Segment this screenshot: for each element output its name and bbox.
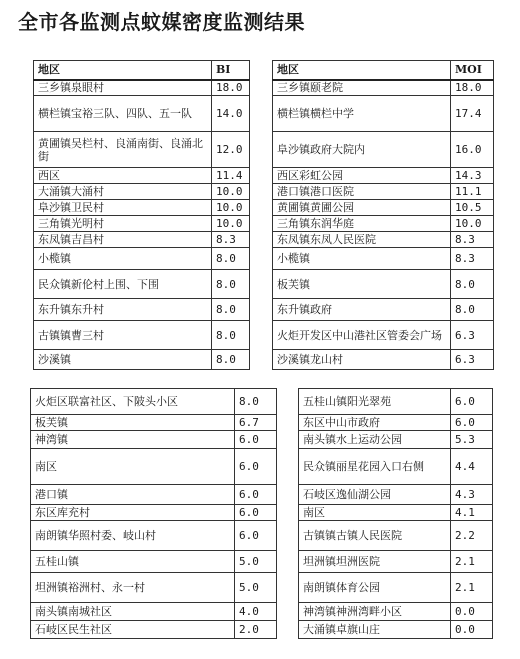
table-row — [299, 603, 493, 621]
value-cell: 4.4 — [451, 449, 493, 485]
value-cell: 10.5 — [451, 200, 494, 216]
region-cell: 三乡镇颐老院 — [273, 80, 451, 96]
region-cell: 黄圃镇吴栏村、良涌南街、良涌北街 — [34, 132, 212, 168]
region-cell: 东凤镇东凤人民医院 — [273, 232, 451, 248]
table-row — [273, 184, 494, 200]
table-row — [299, 521, 493, 551]
region-cell: 阜沙镇政府大院内 — [273, 132, 451, 168]
table-row — [273, 200, 494, 216]
value-cell: 6.3 — [451, 350, 494, 370]
table-row — [31, 431, 277, 449]
region-cell: 南头镇水上运动公园 — [299, 431, 451, 449]
value-cell: 14.3 — [451, 168, 494, 184]
table-row — [34, 350, 250, 370]
column-header-region: 地区 — [34, 61, 212, 80]
value-cell: 11.4 — [212, 168, 250, 184]
column-header-value: BI — [212, 61, 250, 80]
value-cell: 0.0 — [451, 621, 493, 639]
table-row — [273, 132, 494, 168]
table-row — [34, 299, 250, 321]
region-cell: 南区 — [299, 505, 451, 521]
region-cell: 三角镇东润华庭 — [273, 216, 451, 232]
region-cell: 五桂山镇 — [31, 551, 235, 573]
column-header-region: 地区 — [273, 61, 451, 80]
table-row — [299, 551, 493, 573]
region-cell: 黄圃镇黄圃公园 — [273, 200, 451, 216]
region-cell: 板芙镇 — [31, 415, 235, 431]
value-cell: 17.4 — [451, 96, 494, 132]
table-row — [31, 573, 277, 603]
table-row — [34, 168, 250, 184]
region-cell: 港口镇港口医院 — [273, 184, 451, 200]
table-row — [273, 270, 494, 299]
value-cell: 16.0 — [451, 132, 494, 168]
page-title: 全市各监测点蚊媒密度监测结果 — [18, 10, 305, 34]
table-row — [273, 299, 494, 321]
value-cell: 12.0 — [212, 132, 250, 168]
region-cell: 阜沙镇卫民村 — [34, 200, 212, 216]
value-cell: 2.0 — [235, 621, 277, 639]
value-cell: 6.7 — [235, 415, 277, 431]
bi-table-top — [33, 60, 250, 370]
region-cell: 沙溪镇龙山村 — [273, 350, 451, 370]
value-cell: 6.0 — [451, 415, 493, 431]
value-cell: 6.0 — [235, 485, 277, 505]
table-row — [34, 321, 250, 350]
region-cell: 民众镇丽星花园入口右侧 — [299, 449, 451, 485]
table-row — [31, 415, 277, 431]
region-cell: 民众镇新伦村上围、下围 — [34, 270, 212, 299]
value-cell: 6.0 — [235, 505, 277, 521]
table-row — [34, 270, 250, 299]
value-cell: 8.0 — [451, 270, 494, 299]
region-cell: 横栏镇宝裕三队、四队、五一队 — [34, 96, 212, 132]
value-cell: 6.3 — [451, 321, 494, 350]
column-header-value: MOI — [451, 61, 494, 80]
value-cell: 5.3 — [451, 431, 493, 449]
value-cell: 14.0 — [212, 96, 250, 132]
bi-table-bottom — [30, 388, 277, 639]
value-cell: 8.0 — [212, 321, 250, 350]
value-cell: 2.2 — [451, 521, 493, 551]
region-cell: 板芙镇 — [273, 270, 451, 299]
value-cell: 4.1 — [451, 505, 493, 521]
region-cell: 南头镇南城社区 — [31, 603, 235, 621]
table-row — [273, 168, 494, 184]
region-cell: 大涌镇卓旗山庄 — [299, 621, 451, 639]
value-cell: 6.0 — [235, 449, 277, 485]
table-header-row — [34, 61, 250, 80]
region-cell: 西区 — [34, 168, 212, 184]
region-cell: 古镇镇曹三村 — [34, 321, 212, 350]
table-row — [273, 80, 494, 96]
region-cell: 东区中山市政府 — [299, 415, 451, 431]
table-row — [31, 521, 277, 551]
value-cell: 2.1 — [451, 551, 493, 573]
value-cell: 10.0 — [212, 184, 250, 200]
table-row — [299, 431, 493, 449]
table-row — [34, 200, 250, 216]
value-cell: 5.0 — [235, 551, 277, 573]
region-cell: 三角镇光明村 — [34, 216, 212, 232]
table-row — [299, 505, 493, 521]
table-row — [299, 415, 493, 431]
table-row — [34, 232, 250, 248]
region-cell: 横栏镇横栏中学 — [273, 96, 451, 132]
region-cell: 南朗镇华照村委、岐山村 — [31, 521, 235, 551]
region-cell: 坦洲镇裕洲村、永一村 — [31, 573, 235, 603]
value-cell: 4.3 — [451, 485, 493, 505]
region-cell: 小榄镇 — [34, 248, 212, 270]
region-cell: 火炬开发区中山港社区管委会广场 — [273, 321, 451, 350]
table-row — [299, 573, 493, 603]
table-row — [273, 232, 494, 248]
table-row — [31, 389, 277, 415]
value-cell: 10.0 — [451, 216, 494, 232]
region-cell: 南区 — [31, 449, 235, 485]
region-cell: 小榄镇 — [273, 248, 451, 270]
value-cell: 11.1 — [451, 184, 494, 200]
table-row — [31, 621, 277, 639]
value-cell: 0.0 — [451, 603, 493, 621]
moi-table-bottom — [298, 388, 493, 639]
value-cell: 8.0 — [212, 299, 250, 321]
value-cell: 8.0 — [451, 299, 494, 321]
region-cell: 东凤镇吉昌村 — [34, 232, 212, 248]
table-row — [31, 449, 277, 485]
region-cell: 石岐区逸仙湖公园 — [299, 485, 451, 505]
value-cell: 2.1 — [451, 573, 493, 603]
moi-table-top — [272, 60, 494, 370]
value-cell: 8.0 — [212, 248, 250, 270]
table-row — [273, 96, 494, 132]
value-cell: 18.0 — [212, 80, 250, 96]
region-cell: 东升镇东升村 — [34, 299, 212, 321]
region-cell: 三乡镇泉眼村 — [34, 80, 212, 96]
region-cell: 东升镇政府 — [273, 299, 451, 321]
region-cell: 东区库充村 — [31, 505, 235, 521]
value-cell: 8.0 — [235, 389, 277, 415]
region-cell: 大涌镇大涌村 — [34, 184, 212, 200]
region-cell: 火炬区联富社区、下陂头小区 — [31, 389, 235, 415]
table-row — [34, 132, 250, 168]
region-cell: 沙溪镇 — [34, 350, 212, 370]
value-cell: 18.0 — [451, 80, 494, 96]
table-row — [299, 449, 493, 485]
region-cell: 南朗镇体育公园 — [299, 573, 451, 603]
table-row — [273, 216, 494, 232]
table-row — [34, 248, 250, 270]
value-cell: 8.0 — [212, 350, 250, 370]
table-row — [299, 621, 493, 639]
value-cell: 8.3 — [212, 232, 250, 248]
value-cell: 4.0 — [235, 603, 277, 621]
value-cell: 8.3 — [451, 232, 494, 248]
table-row — [299, 485, 493, 505]
table-row — [31, 603, 277, 621]
value-cell: 6.0 — [235, 431, 277, 449]
region-cell: 西区彩虹公园 — [273, 168, 451, 184]
region-cell: 坦洲镇坦洲医院 — [299, 551, 451, 573]
region-cell: 神湾镇 — [31, 431, 235, 449]
table-row — [31, 485, 277, 505]
table-header-row — [273, 61, 494, 80]
region-cell: 石岐区民生社区 — [31, 621, 235, 639]
value-cell: 8.0 — [212, 270, 250, 299]
value-cell: 10.0 — [212, 216, 250, 232]
region-cell: 古镇镇古镇人民医院 — [299, 521, 451, 551]
table-row — [34, 184, 250, 200]
region-cell: 五桂山镇阳光翠苑 — [299, 389, 451, 415]
value-cell: 5.0 — [235, 573, 277, 603]
value-cell: 6.0 — [235, 521, 277, 551]
table-row — [34, 216, 250, 232]
table-row — [273, 321, 494, 350]
table-row — [34, 96, 250, 132]
table-row — [31, 551, 277, 573]
value-cell: 10.0 — [212, 200, 250, 216]
value-cell: 8.3 — [451, 248, 494, 270]
table-row — [34, 80, 250, 96]
table-row — [299, 389, 493, 415]
table-row — [273, 350, 494, 370]
value-cell: 6.0 — [451, 389, 493, 415]
region-cell: 港口镇 — [31, 485, 235, 505]
table-row — [273, 248, 494, 270]
region-cell: 神湾镇神洲湾畔小区 — [299, 603, 451, 621]
table-row — [31, 505, 277, 521]
